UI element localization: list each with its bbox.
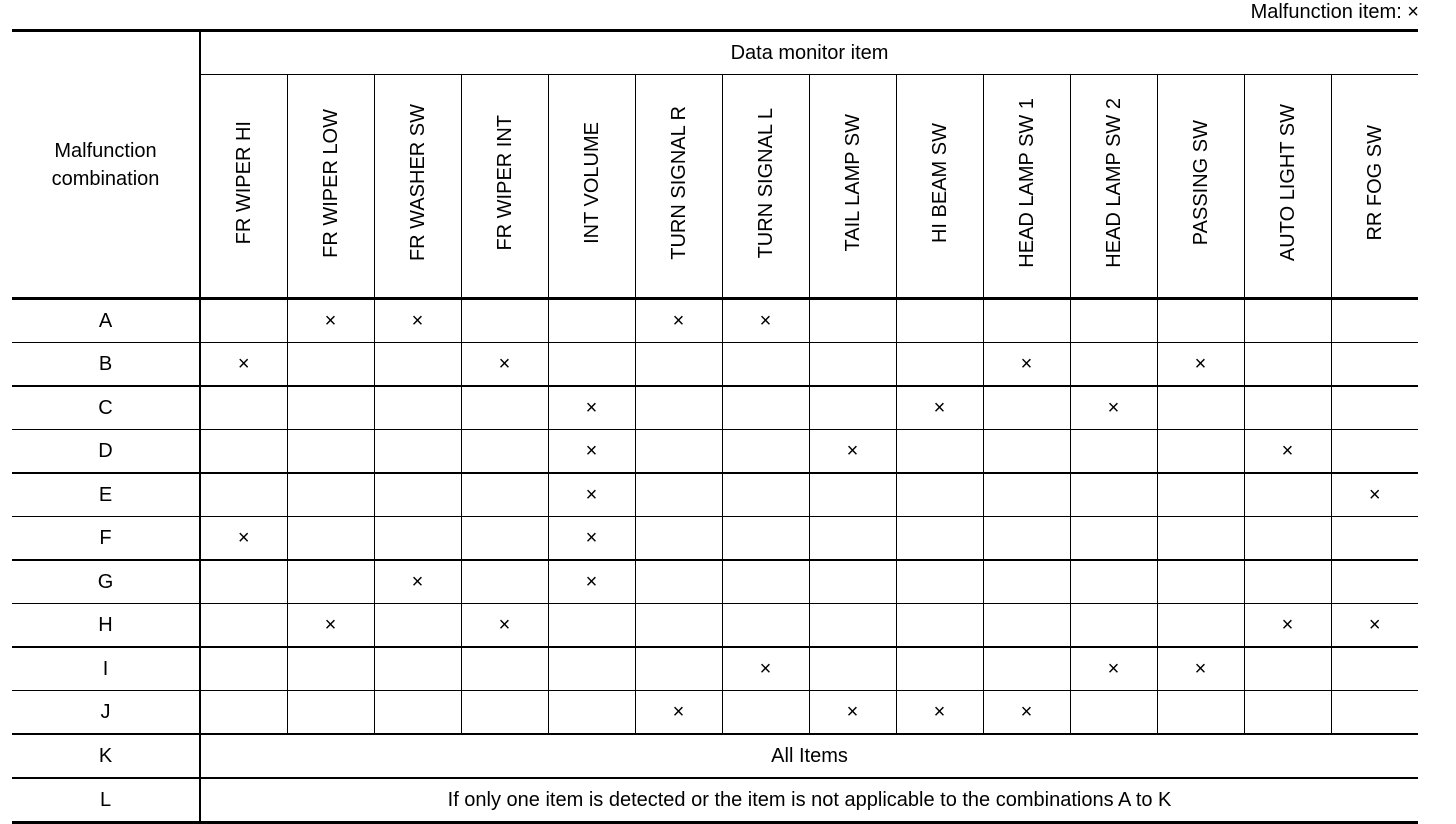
- table-cell: [1331, 517, 1418, 561]
- column-header: [461, 75, 548, 299]
- table-cell: [1244, 647, 1331, 691]
- column-header-label: FR WIPER HI: [232, 121, 255, 245]
- table-cell: [1331, 560, 1418, 604]
- malfunction-mark: ×: [933, 396, 946, 419]
- table-cell: [635, 343, 722, 387]
- malfunction-mark: ×: [411, 309, 424, 332]
- malfunction-mark: ×: [585, 526, 598, 549]
- table-cell: [635, 604, 722, 648]
- table-cell: [374, 647, 461, 691]
- column-header-label: TURN SIGNAL L: [754, 107, 777, 259]
- table-cell: [1331, 604, 1418, 648]
- table-cell: [983, 604, 1070, 648]
- table-cell: [461, 604, 548, 648]
- table-cell: [983, 691, 1070, 735]
- table-row: [12, 778, 1418, 823]
- table-cell: [635, 299, 722, 343]
- table-cell: [374, 299, 461, 343]
- table-cell: [1070, 299, 1157, 343]
- table-cell: [374, 691, 461, 735]
- malfunction-mark: ×: [846, 700, 859, 723]
- table-cell: [548, 517, 635, 561]
- table-row: [12, 386, 1418, 430]
- table-cell: [722, 430, 809, 474]
- table-cell: [722, 560, 809, 604]
- row-label: L: [12, 778, 200, 823]
- table-cell: [722, 473, 809, 517]
- table-cell: [548, 430, 635, 474]
- table-cell: [1070, 386, 1157, 430]
- column-header-label: HEAD LAMP SW 2: [1102, 98, 1125, 268]
- table-cell: [1157, 517, 1244, 561]
- column-header: [983, 75, 1070, 299]
- table-cell: [896, 560, 983, 604]
- span-cell: If only one item is detected or the item is not applicable to the combinations A to K: [200, 778, 1418, 823]
- table-cell: [287, 517, 374, 561]
- malfunction-mark: ×: [411, 570, 424, 593]
- row-label: F: [12, 517, 200, 561]
- table-cell: [374, 430, 461, 474]
- malfunction-mark: ×: [759, 657, 772, 680]
- malfunction-table: [12, 29, 1418, 824]
- table-cell: [461, 299, 548, 343]
- table-cell: [1244, 560, 1331, 604]
- table-cell: [635, 386, 722, 430]
- table-cell: [374, 386, 461, 430]
- malfunction-mark: ×: [324, 613, 337, 636]
- table-cell: [983, 473, 1070, 517]
- table-cell: [200, 604, 287, 648]
- table-cell: [983, 560, 1070, 604]
- table-cell: [635, 560, 722, 604]
- table-cell: [287, 647, 374, 691]
- table-cell: [1244, 430, 1331, 474]
- malfunction-mark: ×: [585, 439, 598, 462]
- table-cell: [200, 691, 287, 735]
- table-cell: [548, 647, 635, 691]
- table-cell: [983, 343, 1070, 387]
- table-row: [12, 647, 1418, 691]
- row-label: H: [12, 604, 200, 648]
- table-cell: [1244, 473, 1331, 517]
- table-cell: [809, 299, 896, 343]
- table-cell: [809, 647, 896, 691]
- table-cell: [287, 386, 374, 430]
- column-header: [287, 75, 374, 299]
- table-cell: [809, 604, 896, 648]
- table-cell: [1070, 473, 1157, 517]
- table-cell: [635, 691, 722, 735]
- row-header: [12, 31, 200, 299]
- table-cell: [809, 691, 896, 735]
- malfunction-mark: ×: [1194, 352, 1207, 375]
- table-cell: [1331, 299, 1418, 343]
- table-cell: [287, 560, 374, 604]
- table-row: [12, 734, 1418, 778]
- table-cell: [1331, 430, 1418, 474]
- row-label: D: [12, 430, 200, 474]
- table-cell: [809, 430, 896, 474]
- table-cell: [548, 604, 635, 648]
- table-cell: [809, 343, 896, 387]
- column-header: [896, 75, 983, 299]
- row-label: A: [12, 299, 200, 343]
- table-cell: [1070, 560, 1157, 604]
- row-header-label: Malfunction combination: [51, 139, 160, 190]
- table-cell: [1331, 691, 1418, 735]
- malfunction-mark: ×: [237, 352, 250, 375]
- column-header-label: RR FOG SW: [1363, 125, 1386, 241]
- malfunction-mark: ×: [1368, 613, 1381, 636]
- table-cell: [809, 386, 896, 430]
- column-header-label: TURN SIGNAL R: [667, 106, 690, 260]
- table-cell: [1157, 647, 1244, 691]
- table-cell: [461, 691, 548, 735]
- table-cell: [200, 430, 287, 474]
- table-cell: [722, 604, 809, 648]
- table-cell: [287, 430, 374, 474]
- table-cell: [722, 647, 809, 691]
- table-cell: [1157, 386, 1244, 430]
- malfunction-mark: ×: [1020, 352, 1033, 375]
- table-cell: [896, 604, 983, 648]
- column-header: [1244, 75, 1331, 299]
- malfunction-mark: ×: [672, 309, 685, 332]
- malfunction-mark: ×: [846, 439, 859, 462]
- table-row: [12, 343, 1418, 387]
- table-cell: [635, 647, 722, 691]
- table-cell: [896, 647, 983, 691]
- table-cell: [287, 299, 374, 343]
- table-cell: [635, 517, 722, 561]
- table-cell: [983, 647, 1070, 691]
- table-cell: [461, 517, 548, 561]
- malfunction-mark: ×: [1281, 439, 1294, 462]
- malfunction-mark: ×: [498, 352, 511, 375]
- row-label: I: [12, 647, 200, 691]
- table-cell: [461, 343, 548, 387]
- column-header-label: FR WASHER SW: [406, 104, 429, 262]
- group-header: Data monitor item: [200, 31, 1418, 75]
- legend-note: Malfunction item: ×: [1250, 1, 1419, 23]
- column-header-label: TAIL LAMP SW: [841, 114, 864, 252]
- table-cell: [1070, 343, 1157, 387]
- table-cell: [287, 691, 374, 735]
- column-header-label: HEAD LAMP SW 1: [1015, 98, 1038, 268]
- table-cell: [722, 343, 809, 387]
- malfunction-mark: ×: [1107, 396, 1120, 419]
- table-cell: [1244, 343, 1331, 387]
- column-header: [1070, 75, 1157, 299]
- column-header: [809, 75, 896, 299]
- table-cell: [548, 343, 635, 387]
- table-cell: [287, 343, 374, 387]
- table-cell: [200, 386, 287, 430]
- table-cell: [1157, 604, 1244, 648]
- column-header: [1331, 75, 1418, 299]
- table-cell: [1331, 386, 1418, 430]
- table-cell: [1070, 647, 1157, 691]
- table-cell: [1070, 604, 1157, 648]
- table-cell: [1157, 691, 1244, 735]
- malfunction-mark: ×: [498, 613, 511, 636]
- malfunction-mark: ×: [237, 526, 250, 549]
- malfunction-mark: ×: [585, 396, 598, 419]
- table-cell: [461, 560, 548, 604]
- table-cell: [200, 299, 287, 343]
- malfunction-mark: ×: [1194, 657, 1207, 680]
- table-cell: [896, 517, 983, 561]
- malfunction-mark: ×: [1107, 657, 1120, 680]
- column-header-label: FR WIPER INT: [493, 115, 516, 251]
- table-cell: [809, 560, 896, 604]
- row-label: E: [12, 473, 200, 517]
- malfunction-mark: ×: [1368, 483, 1381, 506]
- table-cell: [635, 473, 722, 517]
- table-cell: [983, 430, 1070, 474]
- table-cell: [374, 604, 461, 648]
- table-cell: [1244, 517, 1331, 561]
- column-header: [722, 75, 809, 299]
- table-cell: [635, 430, 722, 474]
- table-cell: [200, 560, 287, 604]
- table-row: [12, 517, 1418, 561]
- column-header-label: INT VOLUME: [580, 122, 603, 244]
- table-cell: [374, 517, 461, 561]
- row-label: C: [12, 386, 200, 430]
- malfunction-mark: ×: [585, 483, 598, 506]
- table-cell: [287, 604, 374, 648]
- table-cell: [548, 299, 635, 343]
- table-cell: [896, 386, 983, 430]
- table-cell: [548, 691, 635, 735]
- malfunction-mark: ×: [1281, 613, 1294, 636]
- column-header-label: FR WIPER LOW: [319, 108, 342, 258]
- table-cell: [1244, 386, 1331, 430]
- column-header-label: AUTO LIGHT SW: [1276, 104, 1299, 262]
- table-cell: [983, 299, 1070, 343]
- table-cell: [374, 343, 461, 387]
- table-cell: [722, 386, 809, 430]
- column-header: [635, 75, 722, 299]
- table-cell: [461, 473, 548, 517]
- table-cell: [548, 473, 635, 517]
- column-header: [200, 75, 287, 299]
- table-cell: [461, 430, 548, 474]
- row-label: G: [12, 560, 200, 604]
- table-cell: [1331, 343, 1418, 387]
- table-cell: [809, 517, 896, 561]
- table-cell: [1070, 691, 1157, 735]
- table-cell: [1244, 691, 1331, 735]
- table-cell: [287, 473, 374, 517]
- table-cell: [1331, 647, 1418, 691]
- table-cell: [896, 691, 983, 735]
- table-cell: [1157, 473, 1244, 517]
- table-cell: [374, 560, 461, 604]
- malfunction-mark: ×: [933, 700, 946, 723]
- table-cell: [200, 647, 287, 691]
- table-cell: [1157, 560, 1244, 604]
- table-cell: [896, 299, 983, 343]
- column-header: [548, 75, 635, 299]
- table-cell: [1070, 430, 1157, 474]
- table-cell: [1070, 517, 1157, 561]
- row-label: K: [12, 734, 200, 778]
- row-label: J: [12, 691, 200, 735]
- table-cell: [1244, 299, 1331, 343]
- table-cell: [1157, 343, 1244, 387]
- table-cell: [548, 560, 635, 604]
- table-row: [12, 299, 1418, 343]
- malfunction-mark: ×: [1020, 700, 1033, 723]
- table-cell: [896, 343, 983, 387]
- column-header: [1157, 75, 1244, 299]
- table-cell: [1331, 473, 1418, 517]
- column-header-label: PASSING SW: [1189, 120, 1212, 246]
- table-cell: [983, 386, 1070, 430]
- malfunction-mark: ×: [672, 700, 685, 723]
- table-cell: [809, 473, 896, 517]
- table-row: [12, 691, 1418, 735]
- table-cell: [896, 473, 983, 517]
- malfunction-mark: ×: [759, 309, 772, 332]
- malfunction-mark: ×: [324, 309, 337, 332]
- table-cell: [722, 691, 809, 735]
- table-row: [12, 473, 1418, 517]
- table-cell: [722, 517, 809, 561]
- column-header: [374, 75, 461, 299]
- table-cell: [200, 343, 287, 387]
- span-cell: All Items: [200, 734, 1418, 778]
- table-cell: [1157, 299, 1244, 343]
- table-cell: [1244, 604, 1331, 648]
- table-cell: [1157, 430, 1244, 474]
- table-row: [12, 430, 1418, 474]
- table-cell: [461, 647, 548, 691]
- table-cell: [896, 430, 983, 474]
- table-cell: [374, 473, 461, 517]
- column-header-label: HI BEAM SW: [928, 122, 951, 243]
- malfunction-mark: ×: [585, 570, 598, 593]
- row-label: B: [12, 343, 200, 387]
- table-cell: [983, 517, 1070, 561]
- table-cell: [200, 517, 287, 561]
- table-cell: [722, 299, 809, 343]
- table-cell: [461, 386, 548, 430]
- table-row: [12, 560, 1418, 604]
- table-row: [12, 604, 1418, 648]
- table-cell: [548, 386, 635, 430]
- table-cell: [200, 473, 287, 517]
